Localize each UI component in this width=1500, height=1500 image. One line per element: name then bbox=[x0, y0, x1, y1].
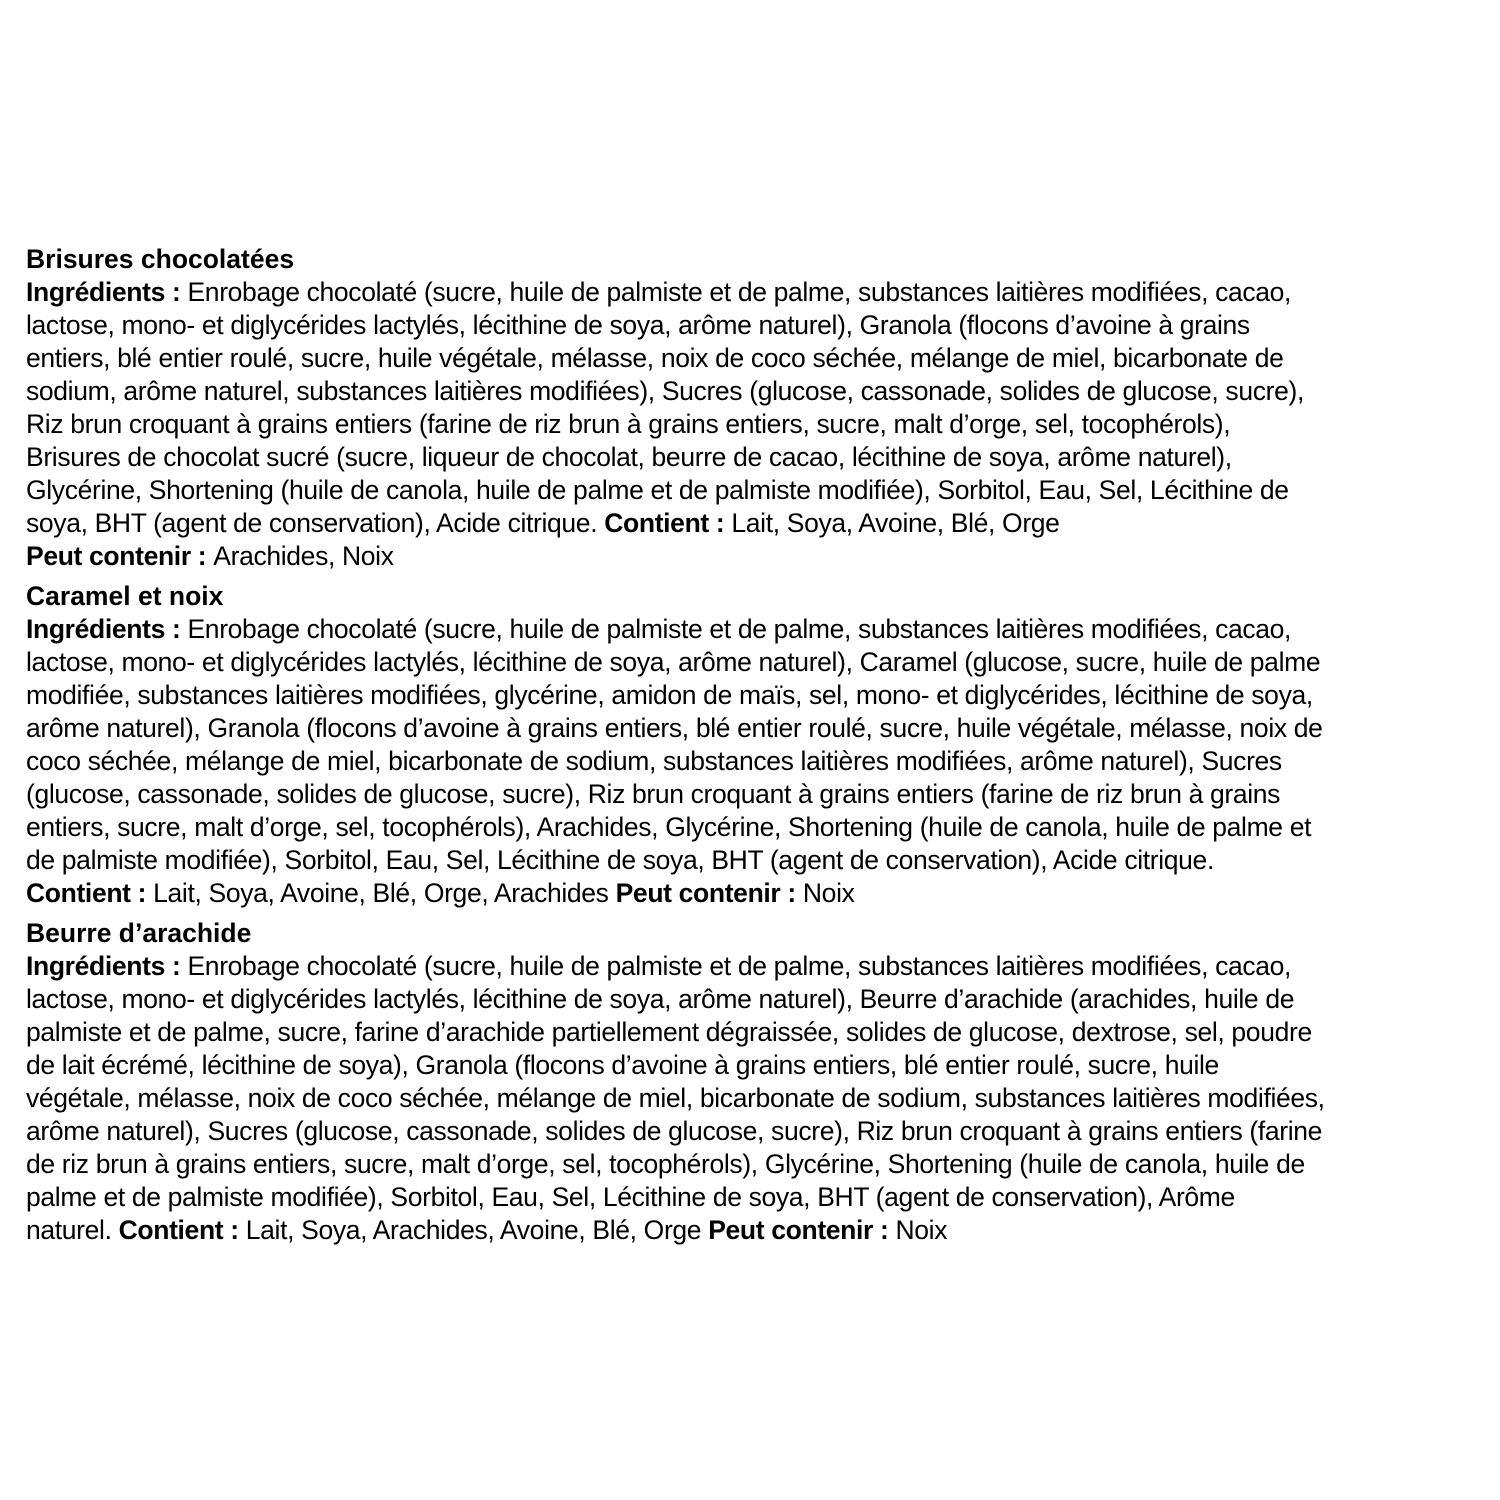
ingredient-text: entiers, sucre, malt d’orge, sel, tocophérols), Arachides, Glycérine, Shortening (huile de canola, huile de palme et bbox=[26, 812, 1312, 842]
product-title: Beurre d’arachide bbox=[26, 918, 252, 948]
ingredient-text: Lait, Soya, Avoine, Blé, Orge, Arachides bbox=[153, 878, 616, 908]
text-line bbox=[26, 1148, 1481, 1181]
bold-label: Ingrédients : bbox=[26, 614, 188, 644]
text-line bbox=[26, 1016, 1481, 1049]
ingredient-text: coco séchée, mélange de miel, bicarbonate de sodium, substances laitières modifiées, arôme naturel), Sucres bbox=[26, 746, 1282, 776]
text-line bbox=[26, 1214, 1481, 1247]
bold-label: Peut contenir : bbox=[615, 878, 803, 908]
text-line bbox=[26, 712, 1481, 745]
text-line bbox=[26, 983, 1481, 1016]
text-line bbox=[26, 950, 1481, 983]
text-line bbox=[26, 342, 1481, 375]
ingredient-text: Lait, Soya, Avoine, Blé, Orge bbox=[731, 508, 1060, 538]
ingredient-text: arôme naturel), Sucres (glucose, cassonade, solides de glucose, sucre), Riz brun croquant à grains entiers (farine bbox=[26, 1116, 1323, 1146]
ingredient-text: lactose, mono- et diglycérides lactylés, lécithine de soya, arôme naturel), Granola (flocons d’avoine à grains bbox=[26, 310, 1250, 340]
ingredient-text: sodium, arôme naturel, substances laitières modifiées), Sucres (glucose, cassonade, solides de glucose, sucre), bbox=[26, 376, 1304, 406]
ingredient-text: lactose, mono- et diglycérides lactylés, lécithine de soya, arôme naturel), Beurre d’arachide (arachides, huile de bbox=[26, 984, 1295, 1014]
ingredient-text: Brisures de chocolat sucré (sucre, liqueur de chocolat, beurre de cacao, lécithine de soya, arôme naturel), bbox=[26, 442, 1232, 472]
text-line bbox=[26, 745, 1481, 778]
text-line bbox=[26, 1115, 1481, 1148]
text-line bbox=[26, 613, 1481, 646]
ingredient-text: soya, BHT (agent de conservation), Acide citrique. bbox=[26, 508, 605, 538]
product-section bbox=[26, 917, 1481, 1247]
text-line bbox=[26, 778, 1481, 811]
ingredient-text: Enrobage chocolaté (sucre, huile de palmiste et de palme, substances laitières modifiées, cacao, bbox=[187, 951, 1292, 981]
ingredients-document bbox=[26, 243, 1481, 1254]
text-line bbox=[26, 646, 1481, 679]
ingredient-text: arôme naturel), Granola (flocons d’avoine à grains entiers, blé entier roulé, sucre, huile végétale, mélasse, noix de bbox=[26, 713, 1323, 743]
ingredient-text: de palmiste modifiée), Sorbitol, Eau, Sel, Lécithine de soya, BHT (agent de conservation), Acide citrique. bbox=[26, 845, 1214, 875]
ingredients-paragraph bbox=[26, 613, 1481, 910]
text-line bbox=[26, 408, 1481, 441]
text-line bbox=[26, 276, 1481, 309]
ingredient-text: entiers, blé entier roulé, sucre, huile végétale, mélasse, noix de coco séchée, mélange de miel, bicarbonate de bbox=[26, 343, 1284, 373]
text-line bbox=[26, 844, 1481, 877]
ingredient-text: Noix bbox=[802, 878, 855, 908]
ingredient-text: lactose, mono- et diglycérides lactylés, lécithine de soya, arôme naturel), Caramel (glucose, sucre, huile de palme bbox=[26, 647, 1321, 677]
bold-label: Peut contenir : bbox=[26, 541, 214, 571]
product-section bbox=[26, 243, 1481, 573]
ingredient-text: Enrobage chocolaté (sucre, huile de palmiste et de palme, substances laitières modifiées, cacao, bbox=[187, 277, 1292, 307]
ingredient-text: Enrobage chocolaté (sucre, huile de palmiste et de palme, substances laitières modifiées, cacao, bbox=[187, 614, 1292, 644]
bold-label: Contient : bbox=[26, 878, 154, 908]
text-line bbox=[26, 1082, 1481, 1115]
bold-label: Ingrédients : bbox=[26, 951, 188, 981]
text-line bbox=[26, 441, 1481, 474]
product-section bbox=[26, 580, 1481, 910]
ingredient-text: Arachides, Noix bbox=[213, 541, 394, 571]
bold-label: Ingrédients : bbox=[26, 277, 188, 307]
text-line bbox=[26, 474, 1481, 507]
ingredient-text: végétale, mélasse, noix de coco séchée, mélange de miel, bicarbonate de sodium, substances laitières modifiées, bbox=[26, 1083, 1325, 1113]
text-line bbox=[26, 507, 1481, 540]
ingredient-text: palmiste et de palme, sucre, farine d’arachide partiellement dégraissée, solides de glucose, dextrose, sel, poudre bbox=[26, 1017, 1312, 1047]
text-line bbox=[26, 1181, 1481, 1214]
ingredient-text: Riz brun croquant à grains entiers (farine de riz brun à grains entiers, sucre, malt d’orge, sel, tocophérols), bbox=[26, 409, 1231, 439]
ingredients-paragraph bbox=[26, 950, 1481, 1247]
product-title: Brisures chocolatées bbox=[26, 244, 295, 274]
ingredient-text: de lait écrémé, lécithine de soya), Granola (flocons d’avoine à grains entiers, blé entier roulé, sucre, huile bbox=[26, 1050, 1219, 1080]
product-title: Caramel et noix bbox=[26, 581, 224, 611]
ingredient-text: de riz brun à grains entiers, sucre, malt d’orge, sel, tocophérols), Glycérine, Shortening (huile de canola, huile de bbox=[26, 1149, 1305, 1179]
text-line bbox=[26, 1049, 1481, 1082]
bold-label: Contient : bbox=[118, 1215, 246, 1245]
text-line bbox=[26, 679, 1481, 712]
ingredient-text: naturel. bbox=[26, 1215, 119, 1245]
text-line bbox=[26, 877, 1481, 910]
ingredient-text: palme et de palmiste modifiée), Sorbitol, Eau, Sel, Lécithine de soya, BHT (agent de conservation), Arôme bbox=[26, 1182, 1235, 1212]
text-line bbox=[26, 309, 1481, 342]
text-line bbox=[26, 811, 1481, 844]
bold-label: Peut contenir : bbox=[708, 1215, 896, 1245]
ingredient-text: Lait, Soya, Arachides, Avoine, Blé, Orge bbox=[245, 1215, 709, 1245]
ingredient-text: modifiée, substances laitières modifiées, glycérine, amidon de maïs, sel, mono- et diglycérides, lécithine de soya, bbox=[26, 680, 1313, 710]
bold-label: Contient : bbox=[604, 508, 732, 538]
ingredient-text: (glucose, cassonade, solides de glucose, sucre), Riz brun croquant à grains entiers (farine de riz brun à grains bbox=[26, 779, 1281, 809]
ingredient-text: Glycérine, Shortening (huile de canola, huile de palme et de palmiste modifiée), Sorbitol, Eau, Sel, Lécithine de bbox=[26, 475, 1289, 505]
ingredients-paragraph bbox=[26, 276, 1481, 573]
text-line bbox=[26, 540, 1481, 573]
ingredient-text: Noix bbox=[895, 1215, 948, 1245]
text-line bbox=[26, 375, 1481, 408]
